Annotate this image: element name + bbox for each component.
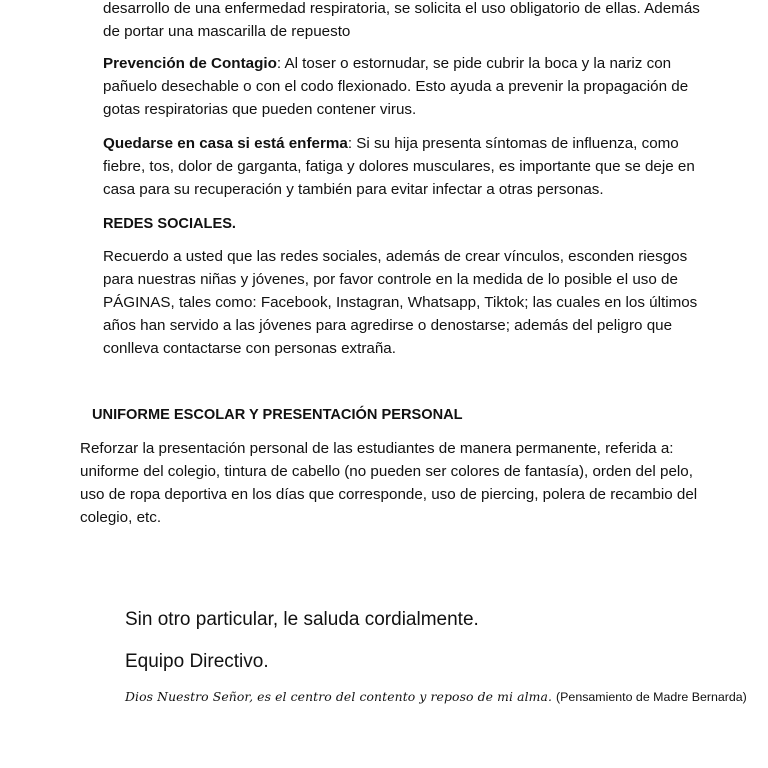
uniform-heading: UNIFORME ESCOLAR Y PRESENTACIÓN PERSONAL bbox=[92, 407, 463, 423]
social-media-paragraph: Recuerdo a usted que las redes sociales, además de crear vínculos, esconden riesgos para nuestras niñas y jóvenes, por favor controle en la medida de lo posible el uso de PÁGINAS, tales como: Facebook, Instagran, Whatsapp, Tiktok; las cuales en los últimos años han servido a las jóvenes para agredirse o denostarse; además del peligro que conlleva contactarse con personas extraña. bbox=[103, 248, 698, 357]
closing-signature: Equipo Directivo. bbox=[125, 651, 269, 672]
quote-line bbox=[125, 688, 747, 706]
closing-greeting: Sin otro particular, le saluda cordialmente. bbox=[125, 609, 479, 630]
mask-text: desarrollo de una enfermedad respiratoria, se solicita el uso obligatorio de ellas. Además de portar una mascarilla de repuesto bbox=[103, 0, 700, 40]
prevention-lead: Prevención de Contagio bbox=[103, 55, 277, 72]
stay-home-text: : Si su hija presenta síntomas de influenza, como fiebre, tos, dolor de garganta, fatiga y dolores musculares, es importante que se deje en casa para su recuperación y también para evitar infectar a otras personas. bbox=[103, 135, 695, 198]
prevention-text: : Al toser o estornudar, se pide cubrir la boca y la nariz con pañuelo desechable o con el codo flexionado. Esto ayuda a prevenir la propagación de gotas respiratorias que pueden contener virus. bbox=[103, 55, 689, 118]
mask-paragraph bbox=[103, 0, 718, 43]
social-media-heading: REDES SOCIALES. bbox=[103, 216, 236, 232]
prevention-paragraph bbox=[103, 52, 718, 121]
founder-quote: Dios Nuestro Señor, es el centro del contento y reposo de mi alma. bbox=[125, 689, 553, 704]
uniform-paragraph: Reforzar la presentación personal de las estudiantes de manera permanente, referida a: uniforme del colegio, tintura de cabello (no pueden ser colores de fantasía), orden del pelo, uso de ropa deportiva en los días que corresponde, uso de piercing, polera de recambio del colegio, etc. bbox=[80, 440, 698, 526]
stay-home-lead: Quedarse en casa si está enferma bbox=[103, 135, 348, 152]
stay-home-paragraph bbox=[103, 132, 718, 201]
quote-source: (Pensamiento de Madre Bernarda) bbox=[556, 690, 747, 704]
